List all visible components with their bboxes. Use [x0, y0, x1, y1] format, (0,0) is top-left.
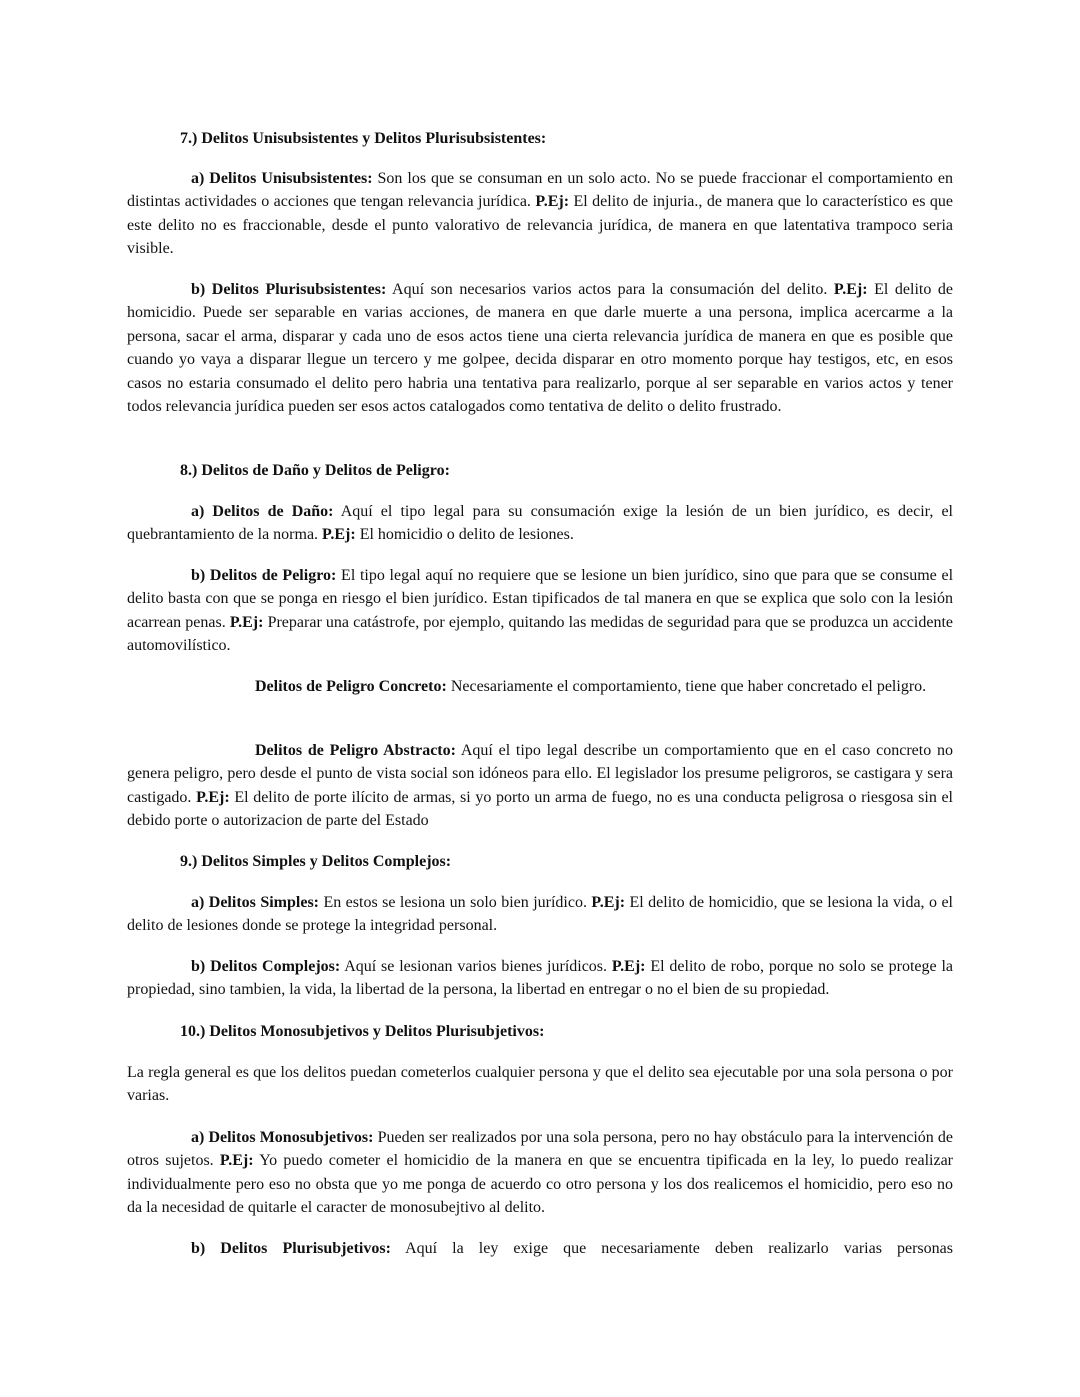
example-label: P.Ej: [535, 193, 570, 211]
paragraph-text: El homicidio o delito de lesiones. [355, 526, 574, 544]
paragraph-text: Aquí el tipo legal describe un comportamiento que en el caso concreto no genera peligro, pero desde el punto de vista social son idóneos para ello. El legislador los presume peligroros, se castigara y sera castigado. [127, 742, 953, 806]
paragraph-text: El delito de homicidio. Puede ser separable en varias acciones, de manera en que darle muerte a una persona, implica acercarme a la persona, sacar el arma, disparar y cada uno de esos actos tiene una cierta relevancia jurídica de manera en que es posible que cuando yo vaya a disparar llegue un tercero y me golpee, decida disparar en otro momento porque hay testigos, etc, en esos casos no estaria consumado el delito pero habria una tentativa para realizarlo, porque al ser separable en varios actos y tener todos relevancia jurídica pueden ser esos actos catalogados como tentativa de delito o delito frustrado. [127, 281, 953, 416]
example-label: P.Ej: [229, 613, 264, 631]
paragraph-text: Necesariamente el comportamiento, tiene que haber concretado el peligro. [446, 678, 927, 695]
paragraph-text: Preparar una catástrofe, por ejemplo, quitando las medidas de seguridad para que se produzca un accidente automovilístico. [127, 613, 954, 655]
term-label: Delitos de Peligro Concreto: [255, 678, 447, 695]
section-9-heading: 9.) Delitos Simples y Delitos Complejos: [180, 853, 452, 870]
paragraph-text: Aquí se lesionan varios bienes jurídicos. [340, 958, 612, 975]
section-10-paragraph-a [127, 1126, 953, 1220]
paragraph-text: En estos se lesiona un solo bien jurídico. [319, 894, 592, 911]
example-label: P.Ej: [833, 281, 868, 298]
term-label: a) Delitos Monosubjetivos: [191, 1129, 374, 1146]
section-10-intro: La regla general es que los delitos puedan cometerlos cualquier persona y que el delito sea ejecutable por una sola persona o por varias. [127, 1064, 953, 1105]
section-8-paragraph-b [127, 564, 953, 658]
section-9-paragraph-b [127, 955, 953, 1002]
paragraph-text: El delito de homicidio, que se lesiona la vida, o el delito de lesiones donde se protege la integridad personal. [127, 894, 954, 935]
example-label: P.Ej: [322, 526, 356, 544]
paragraph-text: Aquí la ley exige que necesariamente deben realizarlo varias personas [390, 1240, 953, 1257]
section-8-paragraph-a [127, 500, 953, 547]
paragraph-text: Aquí el tipo legal para su consumación exige la lesión de un bien jurídico, es decir, el quebrantamiento de la norma. [127, 503, 953, 544]
example-label: P.Ej: [196, 788, 230, 806]
section-8-paragraph-concrete [127, 675, 953, 698]
section-8-heading: 8.) Delitos de Daño y Delitos de Peligro: [180, 462, 450, 479]
term-label: a) Delitos Unisubsistentes: [191, 170, 373, 187]
paragraph-text: El delito de injuria., de manera que lo característico es que este delito no es fraccionable, desde el punto valorativo de relevancia jurídica, de manera en que latentativa trampoco seria visible. [127, 193, 954, 258]
paragraph-text: El delito de porte ilícito de armas, si yo porto un arma de fuego, no es una conducta peligrosa o riesgosa sin el debido porte o autorizacion de parte del Estado [127, 788, 953, 830]
paragraph-text: El delito de robo, porque no solo se protege la propiedad, sino tambien, la vida, la libertad de la persona, la libertad en entregar o no el bien de su propiedad. [127, 958, 953, 999]
section-10-heading: 10.) Delitos Monosubjetivos y Delitos Plurisubjetivos: [180, 1023, 545, 1040]
term-label: Delitos de Peligro Abstracto: [255, 742, 456, 759]
term-label: a) Delitos Simples: [191, 894, 319, 911]
paragraph-text: Son los que se consuman en un solo acto. No se puede fraccionar el comportamiento en distintas actividades o acciones que tengan relevancia jurídica. [127, 170, 953, 211]
term-label: a) Delitos de Daño: [191, 503, 334, 520]
section-7-paragraph-b [127, 278, 953, 418]
section-10-paragraph-b [127, 1237, 953, 1260]
term-label: b) Delitos de Peligro: [191, 567, 337, 584]
example-label: P.Ej: [219, 1152, 254, 1170]
section-8-paragraph-abstract [127, 739, 953, 833]
section-9-paragraph-a [127, 891, 953, 938]
section-7-paragraph-a [127, 167, 953, 261]
paragraph-text: Aquí son necesarios varios actos para la consumación del delito. [386, 281, 834, 298]
term-label: b) Delitos Plurisubjetivos: [191, 1240, 391, 1257]
paragraph-text: Pueden ser realizados por una sola persona, pero no hay obstáculo para la intervención de otros sujetos. [127, 1129, 953, 1170]
example-label: P.Ej: [591, 894, 626, 911]
paragraph-text: El tipo legal aquí no requiere que se lesione un bien jurídico, sino que para que se consume el delito basta con que se ponga en riesgo el bien jurídico. Estan tipificados de tal manera en que se explica que solo con la lesión acarrean penas. [127, 567, 954, 631]
term-label: b) Delitos Plurisubsistentes: [191, 281, 387, 298]
paragraph-text: Yo puedo cometer el homicidio de la manera en que se encuentra tipificada en la ley, lo puedo realizar individualmente pero eso no obsta que yo me ponga de acuerdo co otro persona y los dos realicemos el homicidio, pero eso no da la necesidad de quitarle el caracter de monosubejtivo al delito. [127, 1152, 953, 1217]
term-label: b) Delitos Complejos: [191, 958, 341, 975]
section-7-heading: 7.) Delitos Unisubsistentes y Delitos Plurisubsistentes: [180, 130, 547, 147]
example-label: P.Ej: [611, 958, 646, 975]
